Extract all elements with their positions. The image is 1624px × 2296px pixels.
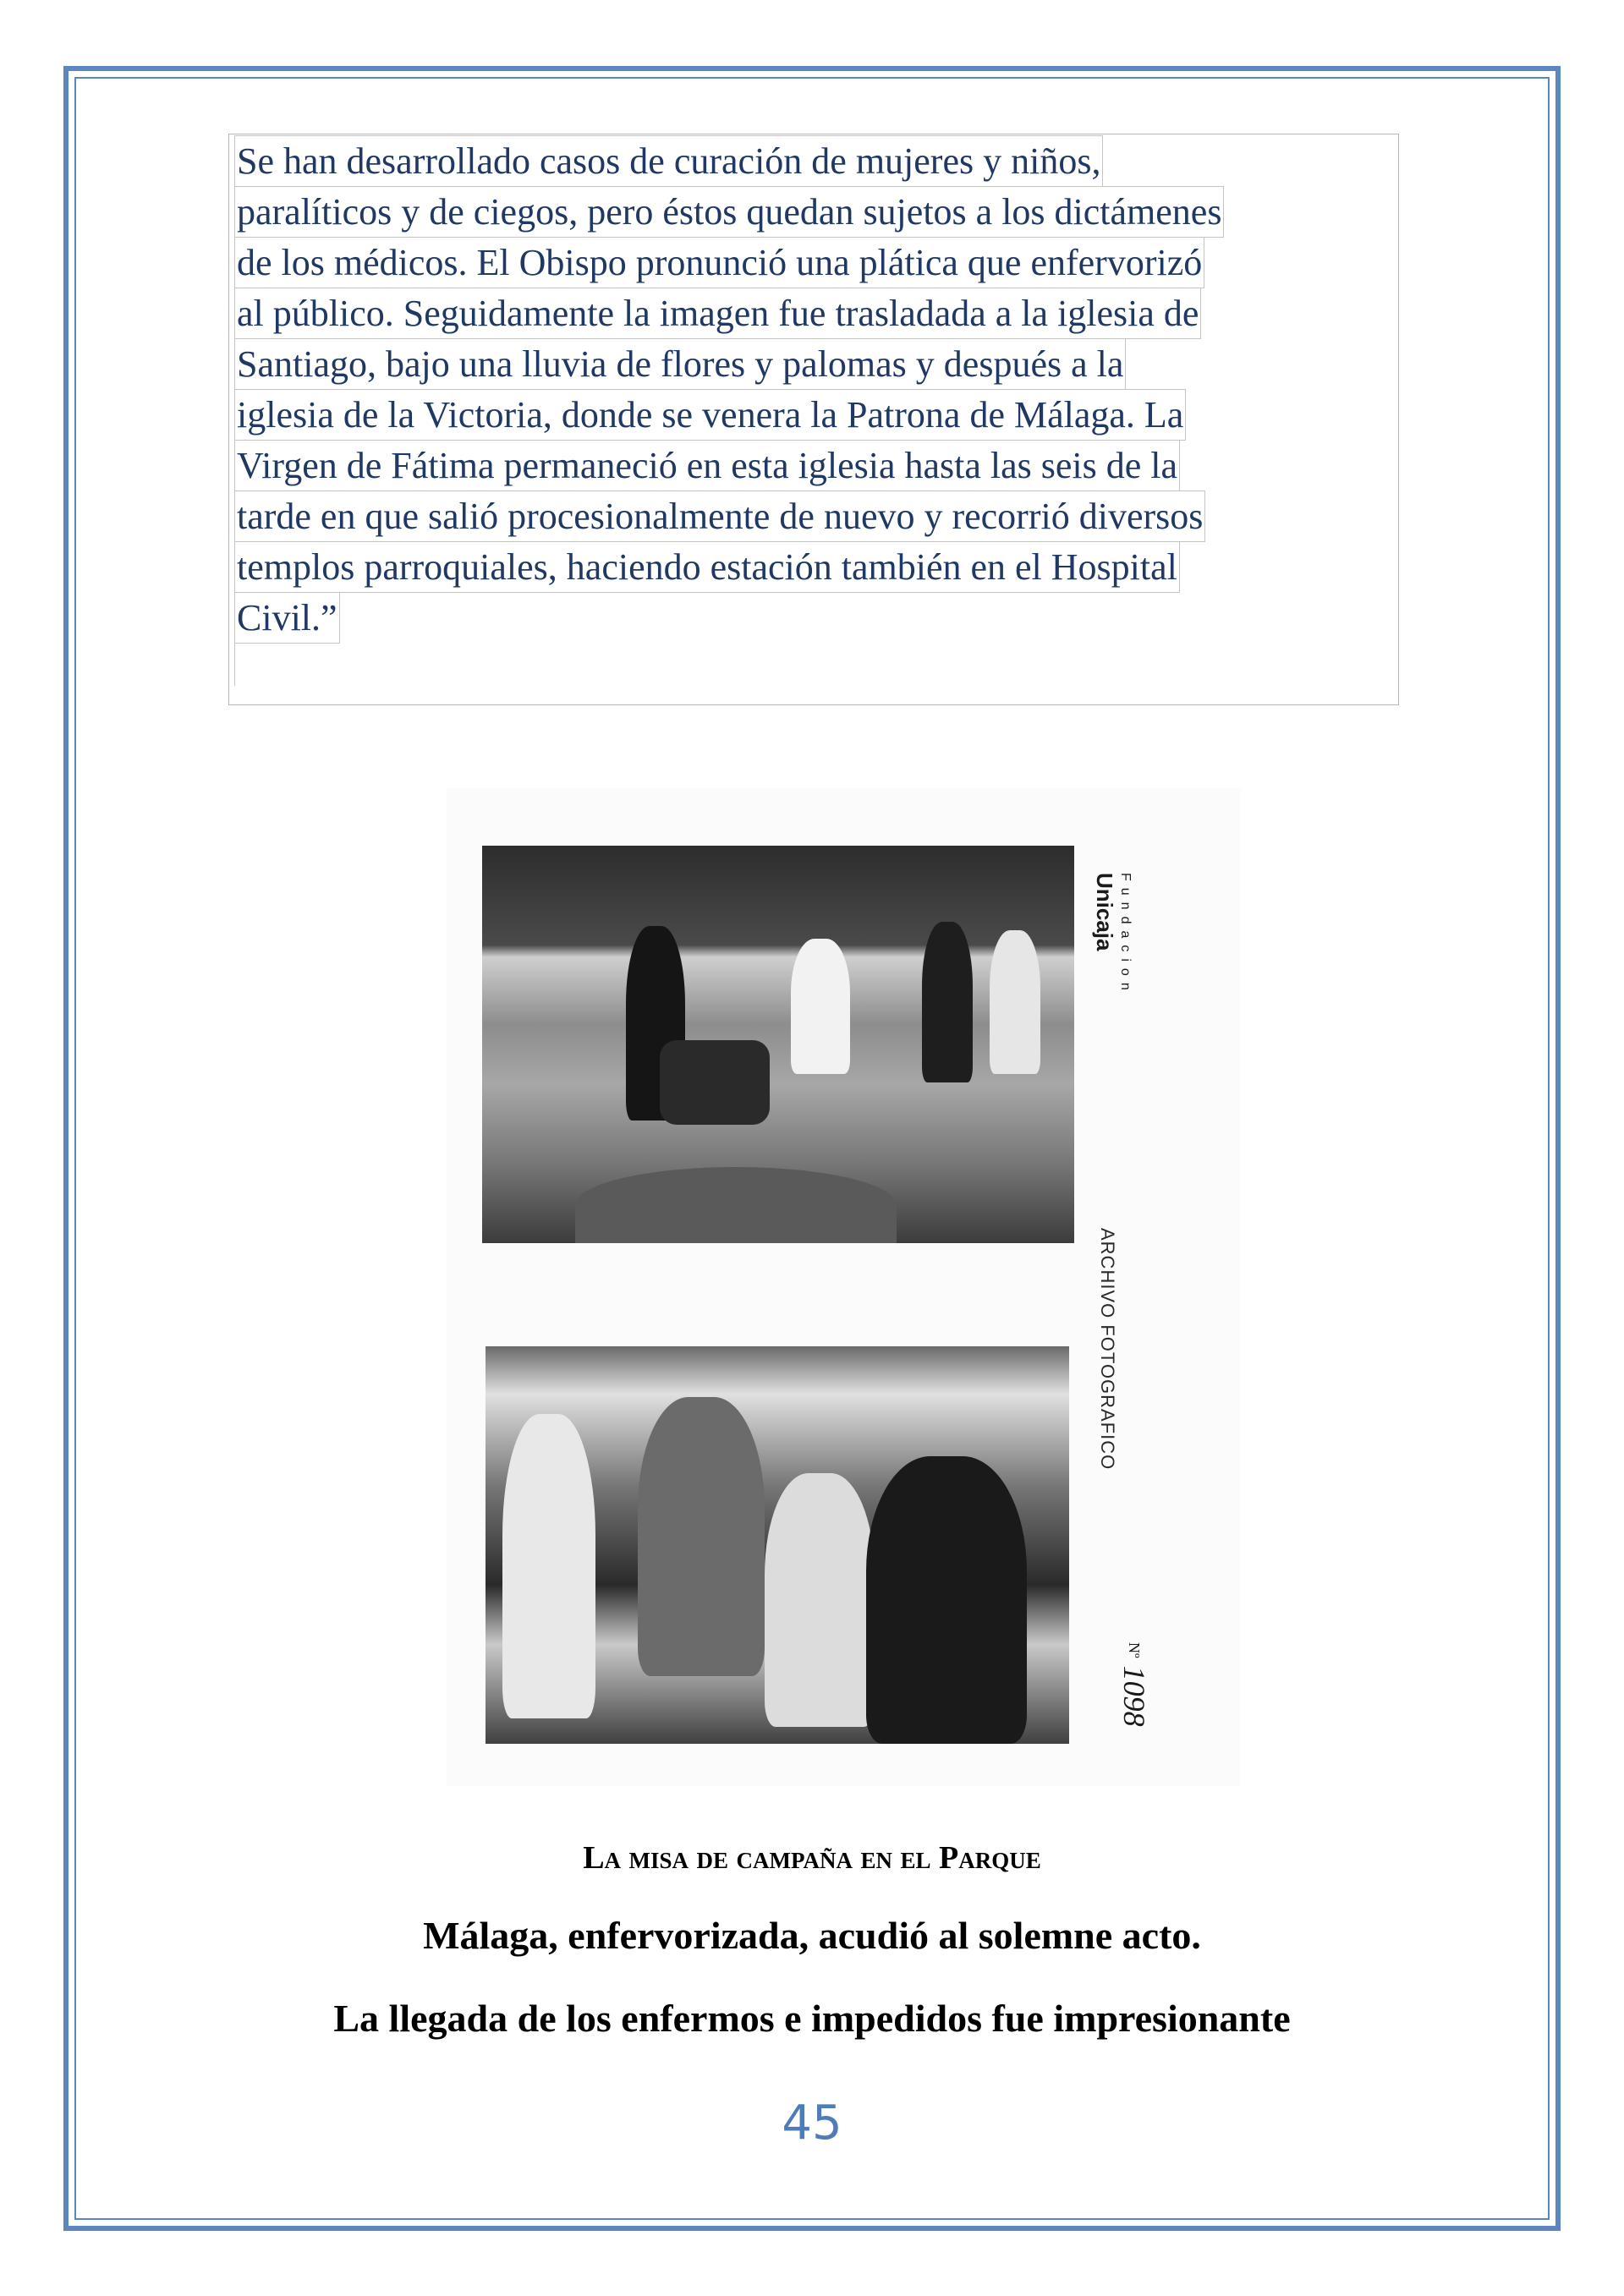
photo-crowd-faithful [486, 1346, 1069, 1744]
man-white-figure [990, 930, 1040, 1074]
archive-number-value: 1098 [1117, 1665, 1151, 1727]
text-line: Se han desarrollado casos de curación de mujeres y niños, [234, 135, 1103, 187]
page-number: 45 [782, 2096, 842, 2151]
kneeling-figure [866, 1456, 1027, 1744]
stamp-brand: Unicaja [1092, 873, 1117, 951]
wheelchair-shape [660, 1040, 770, 1125]
stamp-text [1091, 873, 1133, 1025]
unicaja-stamp [1091, 873, 1142, 1025]
text-line: Santiago, bajo una lluvia de flores y palomas y después a la [234, 338, 1126, 390]
text-line: templos parroquiales, haciendo estación también en el Hospital [234, 541, 1180, 593]
archive-label: ARCHIVO FOTOGRAFICO [1097, 1228, 1118, 1471]
girl-figure [765, 1473, 875, 1727]
archive-number-prefix: Nº [1126, 1642, 1143, 1658]
photo-procession-park [482, 846, 1074, 1243]
man-figure [922, 922, 973, 1082]
text-line: Civil.” [234, 592, 340, 644]
text-line: al público. Seguidamente la imagen fue trasladada a la iglesia de [234, 288, 1201, 339]
archive-number [1116, 1642, 1152, 1727]
caption-subtitle-1: Málaga, enfervorizada, acudió al solemne acto. [423, 1914, 1201, 1957]
quoted-text-box [228, 134, 1399, 705]
text-lines [234, 136, 1395, 686]
caption-title: La misa de campaña en el Parque [583, 1840, 1041, 1876]
text-line: paralíticos y de ciegos, pero éstos quedan sujetos a los dictámenes [234, 186, 1224, 238]
text-line: iglesia de la Victoria, donde se venera la Patrona de Málaga. La [234, 389, 1186, 441]
text-line: tarde en que salió procesionalmente de nuevo y recorrió diversos [234, 490, 1205, 542]
stamp-subtitle: Fundacion [1118, 873, 1133, 997]
nun-figure [791, 939, 850, 1074]
text-line: de los médicos. El Obispo pronunció una plática que enfervorizó [234, 237, 1204, 288]
text-line: Virgen de Fátima permaneció en esta iglesia hasta las seis de la [234, 440, 1180, 491]
archive-photo-sheet [447, 788, 1240, 1786]
woman-striped-figure [638, 1397, 765, 1676]
boy-sailor-figure [502, 1414, 595, 1718]
caption-subtitle-2: La llegada de los enfermos e impedidos fue impresionante [333, 1997, 1291, 2040]
rug-shape [575, 1167, 897, 1243]
empty-text-line [234, 644, 238, 686]
